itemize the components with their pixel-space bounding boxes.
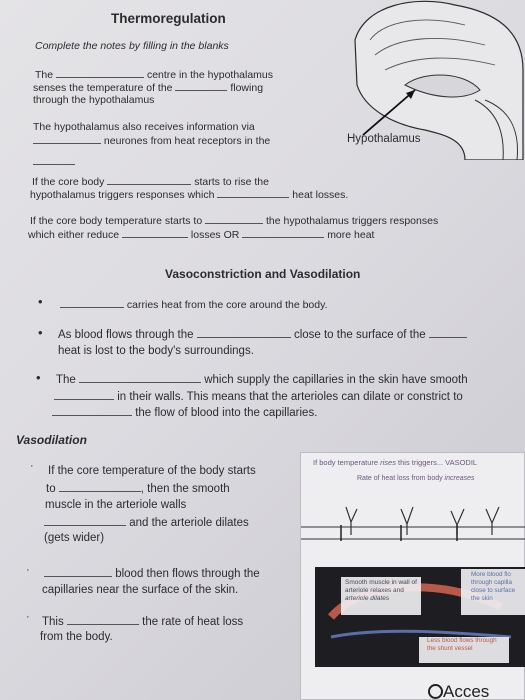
vaso-text: the rate of heat loss xyxy=(142,616,244,628)
less-blood-label xyxy=(427,637,497,653)
bullet3-text: in their walls. This means that the arterioles can dilate or constrict to xyxy=(117,391,463,403)
blank[interactable] xyxy=(107,175,191,185)
bullet3-line1 xyxy=(56,373,468,387)
para3-text: If the core body xyxy=(32,176,105,188)
blank[interactable] xyxy=(33,134,101,144)
bullet-dot: · xyxy=(26,564,30,576)
bullet3-text: which supply the capillaries in the skin have smooth xyxy=(204,374,468,386)
para4-line1 xyxy=(30,214,438,227)
more-blood-label xyxy=(471,571,515,602)
blank[interactable] xyxy=(33,155,75,165)
para3-line2 xyxy=(30,188,348,201)
smooth-muscle-text: arteriole dilates xyxy=(345,595,390,603)
bullet2-line2: heat is lost to the body's surroundings. xyxy=(58,345,254,357)
vaso-p2-line2: capillaries near the surface of the skin. xyxy=(42,584,239,596)
more-blood-text: close to surface xyxy=(471,586,516,594)
blank[interactable] xyxy=(197,328,291,338)
instructions: Complete the notes by filling in the blanks xyxy=(35,40,229,52)
blank[interactable] xyxy=(60,298,124,308)
para4-text: which either reduce xyxy=(28,229,120,241)
para3-text: starts to rise the xyxy=(194,176,269,188)
bullet-dot: • xyxy=(36,370,41,385)
blank[interactable] xyxy=(122,228,188,238)
vaso-p3-line2: from the body. xyxy=(40,631,113,643)
vaso-p1-line2 xyxy=(46,482,230,496)
para2-line1: The hypothalamus also receives information via xyxy=(33,121,255,133)
para1-line1 xyxy=(35,68,273,81)
bullet1-line xyxy=(60,298,328,311)
vaso-p2-line1 xyxy=(44,567,260,581)
diagram-subheader-text: Rate of heat loss from body xyxy=(357,475,445,482)
smooth-muscle-text: arteriole relaxes and xyxy=(345,587,404,595)
vaso-p1-line4 xyxy=(44,516,249,530)
logo-icon xyxy=(428,684,443,699)
more-blood-text: More blood flo xyxy=(471,571,511,578)
blank[interactable] xyxy=(242,228,324,238)
diagram-header-rises: rises xyxy=(380,458,396,467)
para4-text: the hypothalamus triggers responses xyxy=(266,215,439,227)
para1-text: centre in the hypothalamus xyxy=(146,69,274,81)
more-blood-text: the skin xyxy=(471,594,493,602)
more-blood-text: through capilla xyxy=(471,578,512,586)
para1-line3: through the hypothalamus xyxy=(33,94,155,106)
smooth-muscle-label xyxy=(345,579,417,603)
bullet2-text: close to the surface of the xyxy=(293,329,426,341)
blank[interactable] xyxy=(44,567,112,577)
bullet3-text: The xyxy=(56,374,76,386)
less-blood-text: Less blood flows through xyxy=(427,637,497,644)
para4-text: losses OR xyxy=(190,229,240,241)
footer-logo xyxy=(428,682,489,700)
blank[interactable] xyxy=(44,516,126,526)
diagram-header-text: If body temperature xyxy=(313,458,381,467)
bullet-dot: • xyxy=(38,294,43,309)
vasodilation-heading: Vasodilation xyxy=(16,433,87,447)
vaso-p3-line1 xyxy=(42,615,243,629)
para1-text: The xyxy=(35,69,54,81)
para1-text: flowing xyxy=(230,82,264,94)
blank[interactable] xyxy=(79,373,201,383)
para1-line2 xyxy=(33,81,263,94)
para2-line3 xyxy=(33,152,75,170)
less-blood-text: the shunt vessel xyxy=(427,644,473,652)
para3-line1 xyxy=(32,175,269,188)
bullet3-text: the flow of blood into the capillaries. xyxy=(135,407,318,419)
diagram-header xyxy=(313,459,477,468)
diagram-header-text: this triggers... VASODIL xyxy=(395,458,478,467)
bullet2-line1 xyxy=(58,328,467,342)
blank[interactable] xyxy=(56,68,144,78)
vaso-text: , then the smooth xyxy=(140,483,230,495)
vaso-p1-line3: muscle in the arteriole walls xyxy=(45,499,187,511)
blank[interactable] xyxy=(205,214,263,224)
bullet2-text: As blood flows through the xyxy=(58,329,194,341)
bullet3-line3 xyxy=(52,406,317,420)
blank[interactable] xyxy=(175,81,227,91)
smooth-muscle-text: Smooth muscle in wall of xyxy=(345,579,417,586)
diagram-subheader-increases: increases xyxy=(444,475,475,482)
bullet-dot: • xyxy=(38,325,43,340)
para4-text: more heat xyxy=(327,229,375,241)
logo-text: Acces xyxy=(443,682,490,700)
bullet-dot: · xyxy=(30,460,34,472)
para4-line2 xyxy=(28,228,374,241)
hypothalamus-label: Hypothalamus xyxy=(347,133,421,145)
para3-text: hypothalamus triggers responses which xyxy=(30,189,215,201)
para2-line2 xyxy=(33,134,270,147)
blank[interactable] xyxy=(67,615,139,625)
vaso-text: and the arteriole dilates xyxy=(129,517,249,529)
bullet-dot: · xyxy=(26,611,30,623)
blank[interactable] xyxy=(54,390,114,400)
vaso-text: to xyxy=(46,483,56,495)
vaso-p1-line1: If the core temperature of the body starts xyxy=(48,465,256,477)
section-heading: Vasoconstriction and Vasodilation xyxy=(165,267,361,281)
blank[interactable] xyxy=(52,406,132,416)
para3-text: heat losses. xyxy=(292,189,349,201)
vasodilation-diagram xyxy=(300,452,525,700)
bullet3-line2 xyxy=(54,390,463,404)
blank[interactable] xyxy=(59,482,141,492)
vaso-text: blood then flows through the xyxy=(115,568,260,580)
page-title: Thermoregulation xyxy=(111,11,226,26)
bullet1-text: carries heat from the core around the body. xyxy=(126,299,328,311)
vaso-text: This xyxy=(42,616,64,628)
vaso-p1-line5: (gets wider) xyxy=(44,532,105,544)
para4-text: If the core body temperature starts to xyxy=(30,215,203,227)
blank[interactable] xyxy=(429,328,467,338)
blank[interactable] xyxy=(217,188,289,198)
diagram-subheader xyxy=(357,475,475,483)
para2-text: neurones from heat receptors in the xyxy=(103,135,271,147)
para1-text: senses the temperature of the xyxy=(33,82,173,94)
